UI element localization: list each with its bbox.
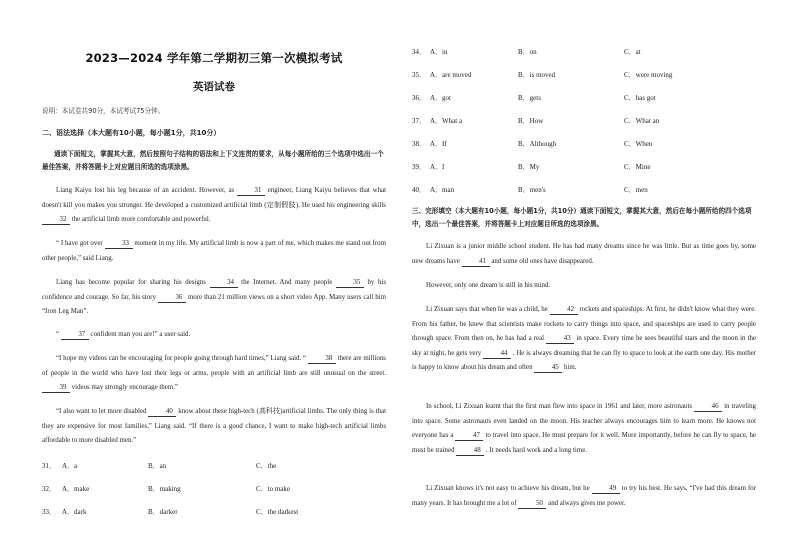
text: the Internet. And many people <box>241 279 333 286</box>
blank-33[interactable]: 33 <box>105 240 133 249</box>
text: in space. Every time he sees beautiful stars and the moon in the sky at night, he gets very <box>412 335 756 357</box>
passage1-paragraph-4 <box>42 328 386 343</box>
text: Li Zixuan says that when he was a child, he <box>426 306 548 313</box>
text: know about these high-tech (高科技)artificial limbs. The only thing is that they are expensive for most families,” Liang said. “If there is a good chance, I want to make high-tech artificial limbs affordable to more disabled men.” <box>42 408 386 445</box>
option-a[interactable]: A．got <box>430 94 451 102</box>
text: and some old ones have disappeared. <box>491 257 594 265</box>
option-c[interactable]: C．were moving <box>624 71 673 79</box>
section2-heading: 二、语法选择（本大题有10小题，每小题1分，共10分） <box>42 129 221 137</box>
blank-32[interactable]: 32 <box>42 216 70 225</box>
blank-37[interactable]: 37 <box>61 331 89 340</box>
passage1-paragraph-6 <box>42 405 386 449</box>
question-number: 33． <box>42 508 56 516</box>
question-number: 38． <box>412 140 426 148</box>
passage2-paragraph-2: However, only one dream is still in his mind. <box>426 282 551 289</box>
section3-heading: 三、完形填空（本大题有10小题，每小题1分，共10分）通读下面短文，掌握其大意，然后在每小题所给的四个选项中，选出一个最佳答案，并将答题卡上对应题目所选的选项涂黑。 <box>412 207 752 228</box>
blank-43[interactable]: 43 <box>546 335 574 344</box>
blank-38[interactable]: 38 <box>308 355 336 364</box>
option-b[interactable]: B．on <box>518 48 537 56</box>
blank-39[interactable]: 39 <box>42 384 70 393</box>
option-c[interactable]: C．men <box>624 186 648 194</box>
passage1-paragraph-5 <box>42 352 386 396</box>
blank-40[interactable]: 40 <box>148 408 176 417</box>
blank-47[interactable]: 47 <box>455 432 483 441</box>
blank-41[interactable]: 41 <box>462 258 490 267</box>
text: “I also want to let more disabled <box>56 408 147 415</box>
question-number: 40． <box>412 186 426 194</box>
option-b[interactable]: B．gets <box>518 94 541 102</box>
blank-36[interactable]: 36 <box>158 294 186 303</box>
text: him. <box>564 364 577 372</box>
blank-48[interactable]: 48 <box>456 447 484 456</box>
option-b[interactable]: B．is moved <box>518 71 556 79</box>
option-c[interactable]: C．What an <box>624 117 660 125</box>
text: . It needs hard work and a long time. <box>485 446 587 454</box>
option-c[interactable]: C．the <box>256 462 277 470</box>
text: “ I have got over <box>56 240 103 247</box>
question-number: 36． <box>412 94 426 102</box>
passage1-paragraph-3 <box>42 276 386 320</box>
text: Liang has become popular for sharing his designs <box>56 279 206 286</box>
question-number: 35． <box>412 71 426 79</box>
option-b[interactable]: B．darker <box>148 508 178 516</box>
option-a[interactable]: A．make <box>62 485 90 493</box>
option-a[interactable]: A．If <box>430 140 447 148</box>
text: “I hope my videos can be encouraging for people going through hard times,” Liang said. “ <box>56 355 307 362</box>
question-number: 37． <box>412 117 426 125</box>
option-a[interactable]: A．I <box>430 163 445 171</box>
text: engineer, Liang Kaiyu believes that what doesn't kill you makes you stronger. He developed a customized artificial limb (定制假肢). He used his engineering skills <box>42 187 386 209</box>
blank-46[interactable]: 46 <box>694 403 722 412</box>
passage2-paragraph-3 <box>412 303 756 376</box>
question-number: 32． <box>42 485 56 493</box>
blank-42[interactable]: 42 <box>550 306 578 315</box>
question-number: 34． <box>412 48 426 56</box>
text: to try his best. He says, “I've had this dream for many years. It has brought me a lot of <box>412 485 757 507</box>
text: Li Zixuan knows it's not easy to achieve his dream, but he <box>426 485 590 492</box>
text: Li Zixuan is a junior middle school student. He has had many dreams since he was little. But as time goes by, some new dreams have <box>412 243 756 265</box>
option-a[interactable]: A．are moved <box>430 71 472 79</box>
passage2-paragraph-4 <box>412 400 756 458</box>
option-c[interactable]: C．When <box>624 140 653 148</box>
text: rockets and spaceships. At first, he didn't know what they were. From his father, he knew that scientists make rockets to carry things into space, and spaceships are used to carry people through space. From then on, he has had a real <box>412 306 756 343</box>
question-number: 39． <box>412 163 426 171</box>
option-a[interactable]: A．in <box>430 48 448 56</box>
text: In school, Li Zixuan learnt that the first man flew into space in 1961 and later, more astronauts <box>426 403 693 410</box>
option-b[interactable]: B．men's <box>518 186 546 194</box>
text: moment in my life. My artificial limb is now a part of me, which makes me stand out from other people,” said Liang. <box>42 240 386 262</box>
text: and always gives me power. <box>548 499 626 507</box>
option-a[interactable]: A．a <box>62 462 78 470</box>
passage1-paragraph-1 <box>42 184 386 228</box>
exam-note: 说明：本试卷共90分，本试考试75分钟。 <box>42 107 165 115</box>
option-c[interactable]: C．the darkest <box>256 508 299 516</box>
option-a[interactable]: A．What a <box>430 117 463 125</box>
blank-49[interactable]: 49 <box>592 485 620 494</box>
option-b[interactable]: B．Although <box>518 140 557 148</box>
text: “ <box>56 331 60 338</box>
option-b[interactable]: B．How <box>518 117 544 125</box>
exam-title: 2023—2024 学年第二学期初三第一次模拟考试 <box>85 51 343 65</box>
text: confident man you are!” a user said. <box>90 331 191 338</box>
blank-44[interactable]: 44 <box>483 350 511 359</box>
text: . He is always dreaming that he can fly to space to look at the earth one day. His mother is happy to know about his dream and often <box>412 349 756 372</box>
text: Liang Kaiyu lost his leg because of an accident. However, as <box>56 187 235 194</box>
passage2-paragraph-5 <box>412 482 756 511</box>
blank-34[interactable]: 34 <box>210 279 238 288</box>
section2-instruction: 通读下面短文，掌握其大意，然后按照句子结构的语法和上下文连贯的要求，从每小题所给的三个选项中选出一个最佳答案，并将答题卡上对应题目所选的选项涂黑。 <box>42 150 384 171</box>
text: to travel into space. He must prepare for it well. More importantly, before he can fly to space, he must be trained <box>412 432 756 454</box>
text: more than 21 million views on a short video App. Many users call him “Iron Leg Man”. <box>42 293 386 316</box>
option-c[interactable]: C．has got <box>624 94 656 102</box>
text: in traveling into space. Some astronauts even landed on the moon. His teacher always encourages him to learn more. He knows not everyone has a <box>412 403 756 440</box>
text: the artificial limb more comfortable and powerful. <box>71 216 211 224</box>
blank-45[interactable]: 45 <box>534 364 562 373</box>
blank-50[interactable]: 50 <box>518 500 546 509</box>
option-a[interactable]: A．man <box>430 186 455 194</box>
blank-31[interactable]: 31 <box>237 187 265 196</box>
option-b[interactable]: B．making <box>148 485 181 493</box>
text: there are millions of people in the world who have lost their legs or arms, people with an artificial limb are still unusual on the street. <box>42 355 386 377</box>
option-c[interactable]: C．Mine <box>624 163 651 171</box>
passage2-paragraph-1 <box>412 240 756 269</box>
option-b[interactable]: B．an <box>148 462 167 470</box>
option-a[interactable]: A．dark <box>62 508 87 516</box>
option-b[interactable]: B．My <box>518 163 540 171</box>
text: videos may strongly encourage them.” <box>71 384 178 392</box>
option-c[interactable]: C．to make <box>256 485 291 493</box>
option-c[interactable]: C．at <box>624 48 641 56</box>
text: by his confidence and courage. So far, his story <box>42 279 387 301</box>
blank-35[interactable]: 35 <box>336 279 364 288</box>
exam-subtitle: 英语试卷 <box>193 81 235 93</box>
passage1-paragraph-2 <box>42 237 386 266</box>
question-number: 31． <box>42 462 56 470</box>
